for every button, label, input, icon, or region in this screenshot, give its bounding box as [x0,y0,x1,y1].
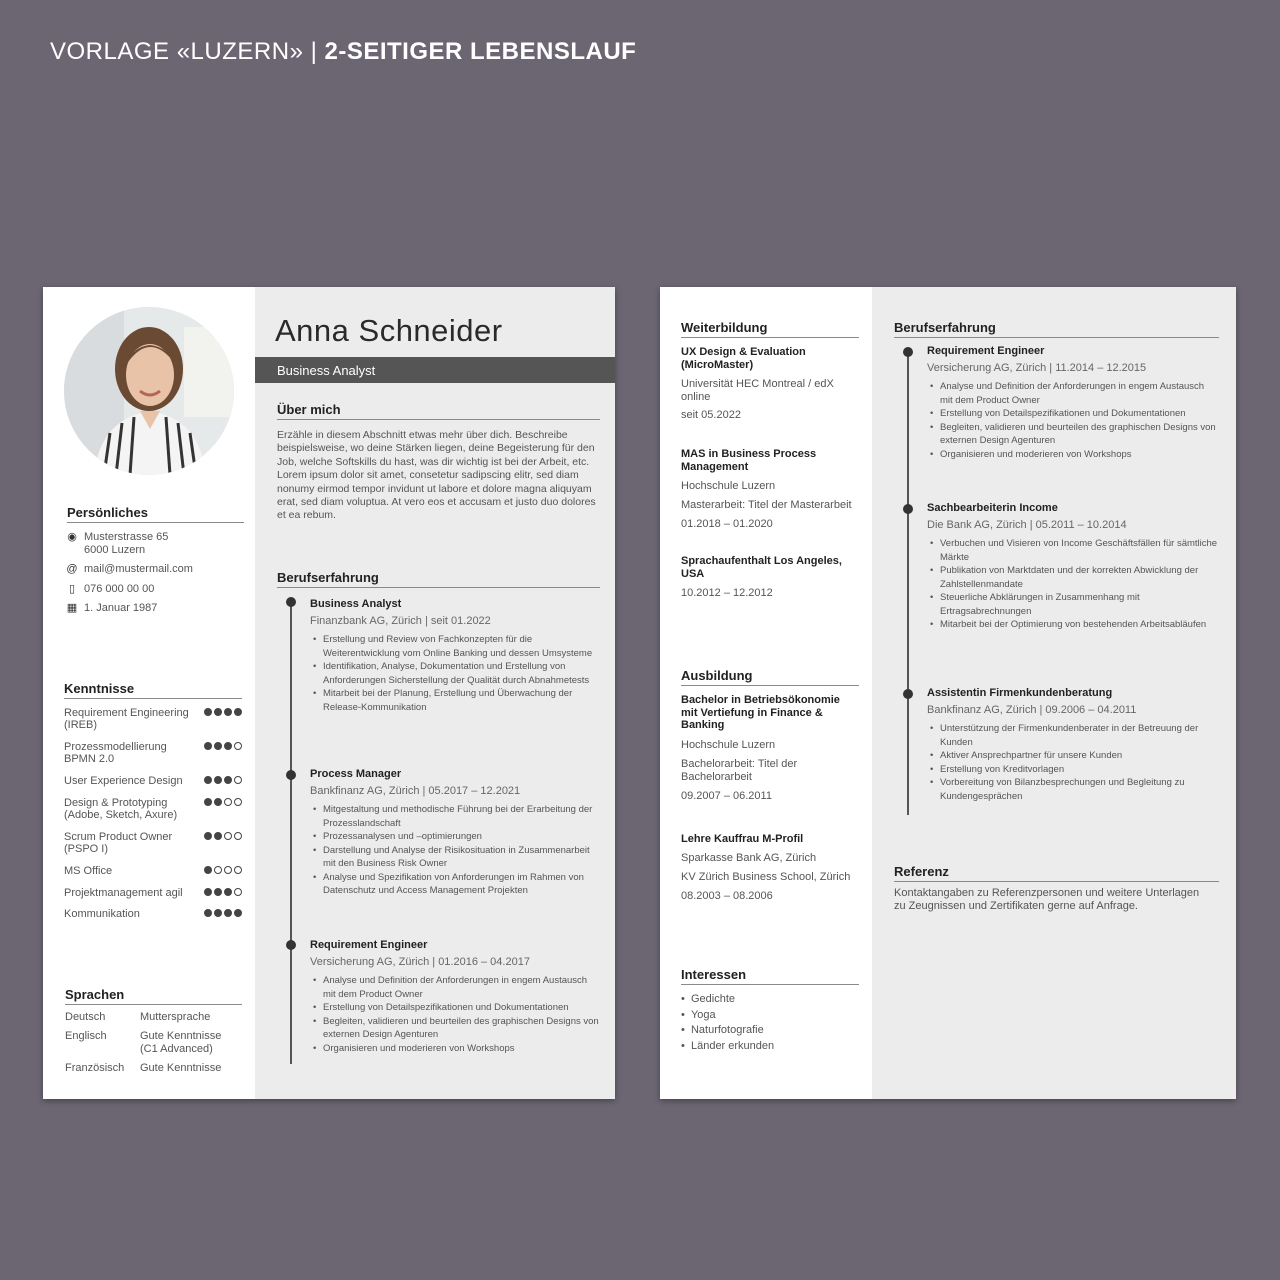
job-company-dates: Bankfinanz AG, Zürich | 05.2017 – 12.2021 [310,785,521,797]
about-text: Erzähle in diesem Abschnitt etwas mehr über dich. Beschreibe beispielsweise, wo deine Stärken liegen, deine Begeisterung für den Job, welche Softskills du hast, was dir wichtig ist bei der Arbeit, etc. Lorem ipsum dolor sit amet, consetetur sadipscing elitr, sed diam nonumy eirmod tempor invidunt ut labore et dolore magna aliquyam erat, sed diam voluptua. At vero eos et accusam et justo duo dolores et ea rebum. [277,429,596,522]
job-bullet: • Begleiten, validieren und beurteilen des graphischen Designs von externen Design Agenturen [927,421,1219,448]
skill-row [64,908,242,920]
language-name: Deutsch [65,1011,106,1023]
skill-label: Prozessmodellierung BPMN 2.0 [64,741,167,765]
skill-row [64,741,242,765]
phone-icon: ▯ [68,583,76,595]
rating-dot [224,866,232,874]
candidate-role: Business Analyst [277,363,376,378]
personal-address: Musterstrasse 65 6000 Luzern [84,531,169,556]
job-title: Business Analyst [310,598,402,610]
job-entry [310,768,600,898]
job-bullet: • Erstellung von Detailspezifikationen und Dokumentationen [310,1001,600,1015]
personal-phone: 076 000 00 00 [84,583,155,595]
rating-dot [234,798,242,806]
skill-rating [204,832,242,855]
job-entry [310,598,600,714]
language-row [65,1062,221,1075]
job-bullet: • Unterstützung der Firmenkundenberater in der Betreuung der Kunden [927,722,1219,749]
education-title: Sprachaufenthalt Los Angeles, USA [681,555,842,580]
reference-section-title: Referenz [894,864,1219,882]
timeline-dot [903,347,913,357]
education-line: Bachelorarbeit: Titel der Bachelorarbeit [681,757,798,783]
job-title: Process Manager [310,768,402,780]
rating-dot [224,708,232,716]
job-company-dates: Die Bank AG, Zürich | 05.2011 – 10.2014 [927,519,1127,531]
education-line: 08.2003 – 08.2006 [681,889,773,902]
education-entry [681,833,859,903]
job-company-dates: Versicherung AG, Zürich | 01.2016 – 04.2017 [310,956,530,968]
job-bullet: • Mitarbeit bei der Planung, Erstellung und Überwachung der Release-Kommunikation [310,687,600,714]
job-company-dates: Bankfinanz AG, Zürich | 09.2006 – 04.2011 [927,704,1137,716]
job-title: Requirement Engineer [310,939,428,951]
rating-dot [214,888,222,896]
skill-label: User Experience Design [64,775,183,787]
job-bullets [927,537,1219,632]
education-entry [681,555,859,600]
skills-section-title: Kenntnisse [64,681,242,699]
job-bullet: • Publikation von Marktdaten und der korrekten Abwicklung der Zahlstellenmandate [927,564,1219,591]
language-name: Französisch [65,1062,125,1074]
skill-rating [204,776,242,787]
skill-row [64,831,242,855]
job-bullet: • Organisieren und moderieren von Workshops [927,448,1219,462]
skill-rating [204,742,242,765]
job-title: Sachbearbeiterin Income [927,502,1058,514]
education-line: Hochschule Luzern [681,738,776,751]
rating-dot [204,708,212,716]
about-section-title: Über mich [277,402,600,420]
rating-dot [214,909,222,917]
rating-dot [224,832,232,840]
reference-text: Kontaktangaben zu Referenzpersonen und weitere Unterlagen zu Zeugnissen und Zertifikaten gerne auf Anfrage. [894,887,1200,912]
job-bullets [310,974,600,1055]
job-bullet: • Mitgestaltung und methodische Führung bei der Erarbeitung der Prozesslandschaft [310,803,600,830]
job-company-dates: Finanzbank AG, Zürich | seit 01.2022 [310,615,491,627]
job-bullet: • Organisieren und moderieren von Workshops [310,1042,600,1056]
job-bullets [927,380,1219,461]
job-entry [927,687,1219,803]
rating-dot [214,742,222,750]
rating-dot [224,888,232,896]
candidate-name: Anna Schneider [275,313,503,348]
education-entry [681,346,859,422]
rating-dot [214,866,222,874]
skill-row [64,775,242,787]
skill-rating [204,708,242,731]
education-title: Lehre Kauffrau M-Profil [681,833,804,845]
timeline-line [290,602,292,1064]
job-bullets [310,803,600,898]
rating-dot [234,888,242,896]
skill-rating [204,866,242,877]
rating-dot [204,776,212,784]
job-bullet: • Analyse und Definition der Anforderungen in engem Austausch mit dem Product Owner [927,380,1219,407]
job-bullet: • Prozessanalysen und –optimierungen [310,830,600,844]
languages-section-title: Sprachen [65,987,242,1005]
timeline-dot [286,940,296,950]
further-education-section-title: Weiterbildung [681,320,859,338]
education-section-title: Ausbildung [681,668,859,686]
experience-section-title: Berufserfahrung [277,570,600,588]
language-name: Englisch [65,1030,107,1042]
interests-list [681,992,774,1054]
skill-label: Projektmanagement agil [64,887,183,899]
candidate-role-bar [255,357,615,383]
job-entry [310,939,600,1055]
rating-dot [204,798,212,806]
education-line: Masterarbeit: Titel der Masterarbeit [681,499,852,511]
rating-dot [204,832,212,840]
rating-dot [214,776,222,784]
skill-row [64,707,242,731]
job-bullet: • Erstellung von Kreditvorlagen [927,763,1219,777]
job-bullet: • Vorbereitung von Bilanzbesprechungen und Begleitung zu Kundengesprächen [927,776,1219,803]
profile-photo [64,307,234,475]
rating-dot [224,742,232,750]
rating-dot [234,776,242,784]
rating-dot [234,832,242,840]
job-bullet: • Begleiten, validieren und beurteilen des graphischen Designs von externen Design Agenturen [310,1015,600,1042]
rating-dot [224,909,232,917]
personal-birth: 1. Januar 1987 [84,602,158,614]
job-bullets [310,633,600,714]
education-line: 10.2012 – 12.2012 [681,587,773,599]
rating-dot [234,742,242,750]
job-bullet: • Erstellung von Detailspezifikationen und Dokumentationen [927,407,1219,421]
education-line: KV Zürich Business School, Zürich [681,870,851,883]
timeline-dot [903,689,913,699]
rating-dot [204,742,212,750]
job-bullets [927,722,1219,803]
interest-item: • Gedichte [681,993,735,1005]
job-bullet: • Erstellung und Review von Fachkonzepten für die Weiterentwicklung vom Online Banking und dessen Umsysteme [310,633,600,660]
rating-dot [224,798,232,806]
personal-birth-row [65,602,157,615]
rating-dot [234,909,242,917]
job-entry [927,502,1219,632]
language-row [65,1030,221,1056]
education-entry [681,694,859,803]
education-title: Bachelor in Betriebsökonomie mit Vertiefung in Finance & Banking [681,694,840,731]
banner-title-bold: 2-SEITIGER LEBENSLAUF [324,38,637,65]
experience-section-title: Berufserfahrung [894,320,1219,338]
timeline-dot [903,504,913,514]
interest-item: • Länder erkunden [681,1039,775,1052]
job-bullet: • Aktiver Ansprechpartner für unsere Kunden [927,749,1219,763]
personal-email-row [65,563,193,576]
skill-row [64,797,242,821]
education-entry [681,448,859,531]
education-line: seit 05.2022 [681,409,741,421]
rating-dot [204,909,212,917]
skill-rating [204,888,242,899]
rating-dot [234,708,242,716]
rating-dot [214,832,222,840]
page-banner [50,38,636,66]
job-entry [927,345,1219,461]
language-level: Gute Kenntnisse (C1 Advanced) [140,1030,222,1055]
interests-section-title: Interessen [681,967,859,985]
skill-label: Design & Prototyping (Adobe, Sketch, Axure) [64,797,178,821]
education-title: MAS in Business Process Management [681,448,817,473]
job-bullet: • Darstellung und Analyse der Risikosituation in Zusammenarbeit mit den Business Risk Owner [310,844,600,871]
job-bullet: • Analyse und Spezifikation von Anforderungen im Rahmen von Datenschutz und Access Management Projekten [310,871,600,898]
job-bullet: • Analyse und Definition der Anforderungen in engem Austausch mit dem Product Owner [310,974,600,1001]
job-bullet: • Identifikation, Analyse, Dokumentation und Erstellung von Anforderungen Sicherstellung der Qualität durch Abnahmetests [310,660,600,687]
skill-rating [204,798,242,821]
location-pin-icon: ◉ [67,531,77,543]
language-level: Muttersprache [140,1011,211,1023]
rating-dot [204,866,212,874]
job-bullet: • Verbuchen und Visieren von Income Geschäftsfällen für sämtliche Märkte [927,537,1219,564]
skill-label: MS Office [64,865,113,877]
job-bullet: • Mitarbeit bei der Optimierung von bestehenden Arbeitsabläufen [927,618,1219,632]
job-company-dates: Versicherung AG, Zürich | 11.2014 – 12.2015 [927,362,1147,374]
banner-title-light: VORLAGE «LUZERN» | [50,38,325,65]
at-sign-icon: @ [66,563,78,575]
skill-row [64,865,242,877]
skill-row [64,887,242,899]
rating-dot [214,708,222,716]
timeline-line [907,353,909,815]
personal-section-title: Persönliches [67,505,244,523]
education-line: Hochschule Luzern [681,480,776,492]
timeline-dot [286,597,296,607]
cv-page-2 [660,287,1236,1099]
interest-item: • Naturfotografie [681,1024,764,1036]
language-row [65,1011,210,1024]
cv-page-1 [43,287,615,1099]
job-bullet: • Steuerliche Abklärungen in Zusammenhang mit Ertragsabrechnungen [927,591,1219,618]
rating-dot [234,866,242,874]
education-line: Sparkasse Bank AG, Zürich [681,851,817,864]
education-line: 01.2018 – 01.2020 [681,518,773,530]
education-line: 09.2007 – 06.2011 [681,789,772,802]
language-level: Gute Kenntnisse [140,1062,222,1074]
job-title: Requirement Engineer [927,345,1045,357]
education-line: Universität HEC Montreal / edX online [681,378,834,403]
job-title: Assistentin Firmenkundenberatung [927,687,1113,699]
rating-dot [204,888,212,896]
skill-label: Scrum Product Owner (PSPO I) [64,831,173,855]
education-title: UX Design & Evaluation (MicroMaster) [681,346,806,371]
rating-dot [224,776,232,784]
personal-phone-row [65,583,154,596]
rating-dot [214,798,222,806]
personal-address-row [65,531,168,557]
skill-rating [204,909,242,920]
skill-label: Requirement Engineering (IREB) [64,707,189,731]
personal-email: mail@mustermail.com [84,563,193,575]
interest-item: • Yoga [681,1008,716,1021]
calendar-icon: ▦ [66,602,78,614]
timeline-dot [286,770,296,780]
skill-label: Kommunikation [64,908,140,920]
